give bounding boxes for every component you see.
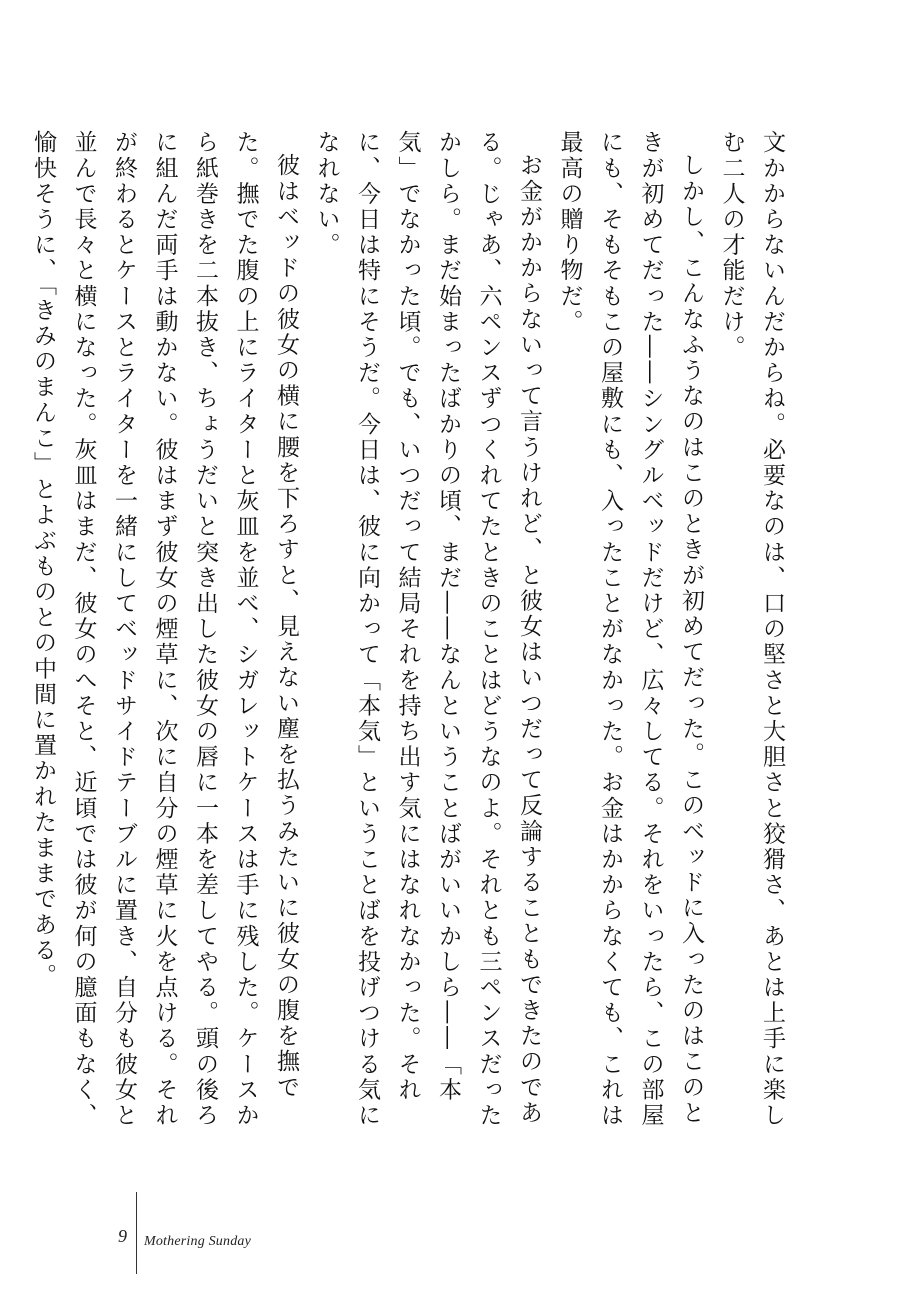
paragraph-1: 文かからないんだからね。必要なのは、口の堅さと大胆さと狡猾さ、あとは上手に楽しむ二人の才能だけ。	[718, 130, 785, 1129]
page-number: 9	[118, 1226, 127, 1246]
running-title: Mothering Sunday	[144, 1234, 252, 1249]
paragraph-3: お金がかからないって言うけれど、と彼女はいつだって反論することもできたのである。じゃあ、六ペンスずつくれてたときのことはどうなのよ。それとも三ペンスだったかしら。まだ始まったばかりの頃、まだ――なんということばがいいかしら――「本気」でなかった頃。でも、いつだって結局それを持ち出す気にはなれなかった。それに、今日は特にそうだ。今日は、彼に向かって「本気」ということばを投げつける気になれない。	[313, 130, 542, 1129]
footer-divider	[136, 1192, 137, 1274]
vertical-text-body	[30, 130, 792, 1130]
paragraph-4: 彼はベッドの彼女の横に腰を下ろすと、見えない塵を払うみたいに彼女の腹を撫でた。撫でた腹の上にライターと灰皿を並べ、シガレットケースは手に残した。ケースから紙巻きを二本抜き、ちょうだいと突き出した彼女の唇に一本を差してやる。頭の後ろに組んだ両手は動かない。彼はまず彼女の煙草に、次に自分の煙草に火を点ける。それが終わるとケースとライターを一緒にしてベッドサイドテーブルに置き、自分も彼女と並んで長々と横になった。灰皿はまだ、彼女のへそと、近頃では彼が何の臆面もなく、愉快そうに、「きみのまんこ」とよぶものとの中間に置かれたままである。	[30, 130, 299, 1129]
paragraph-2: しかし、こんなふうなのはこのときが初めてだった。このベッドに入ったのはこのときが初めてだった――シングルベッドだけど、広々してる。それをいったら、この部屋にも、そもそもこの屋敷にも、入ったことがなかった。お金はかからなくても、これは最高の贈り物だ。	[556, 130, 704, 1129]
